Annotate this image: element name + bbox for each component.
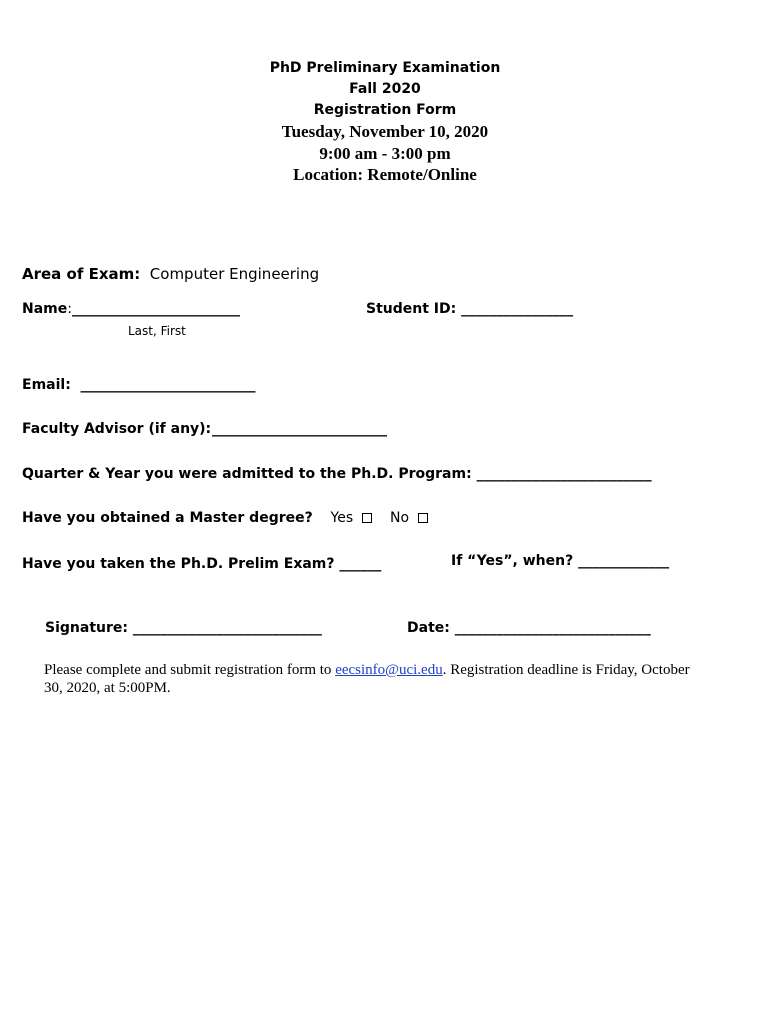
name-hint: Last, First bbox=[128, 324, 186, 338]
advisor-field[interactable]: _________________________ bbox=[212, 421, 387, 437]
area-of-exam-row bbox=[22, 265, 319, 283]
term: Fall 2020 bbox=[349, 81, 421, 97]
master-row bbox=[22, 510, 428, 526]
date-row bbox=[407, 620, 651, 636]
prelim-row bbox=[22, 556, 381, 572]
form-title: Registration Form bbox=[313, 102, 457, 118]
no-checkbox[interactable] bbox=[418, 513, 428, 523]
deadline-text: . Registration deadline is Friday, October 30, 2020, at 5:00PM. bbox=[44, 662, 690, 696]
signature-label: Signature: bbox=[45, 620, 128, 636]
date-label: Date: bbox=[407, 620, 450, 636]
form-header bbox=[0, 58, 770, 186]
quarter-field[interactable]: _________________________ bbox=[476, 466, 652, 482]
name-label: Name bbox=[22, 301, 68, 317]
email-label: Email: bbox=[22, 377, 71, 393]
exam-title: PhD Preliminary Examination bbox=[269, 60, 501, 76]
submission-instructions bbox=[44, 661, 709, 697]
area-value: Computer Engineering bbox=[149, 265, 320, 283]
prelim-field[interactable]: ______ bbox=[339, 556, 382, 572]
area-label: Area of Exam: bbox=[22, 265, 141, 283]
when-field[interactable]: _____________ bbox=[578, 553, 670, 569]
no-label: No bbox=[389, 510, 410, 526]
name-colon: : bbox=[67, 301, 72, 317]
yes-checkbox[interactable] bbox=[362, 513, 372, 523]
exam-date: Tuesday, November 10, 2020 bbox=[281, 122, 489, 141]
signature-field[interactable]: ___________________________ bbox=[132, 620, 322, 636]
signature-row bbox=[45, 620, 322, 636]
student-id-label: Student ID: bbox=[366, 301, 457, 317]
exam-location: Location: Remote/Online bbox=[293, 165, 477, 184]
email-field[interactable]: _________________________ bbox=[80, 377, 256, 393]
quarter-row bbox=[22, 466, 652, 482]
prelim-label: Have you taken the Ph.D. Prelim Exam? bbox=[22, 556, 335, 572]
instructions-text: Please complete and submit registration form to bbox=[44, 662, 336, 678]
quarter-label: Quarter & Year you were admitted to the Ph.D. Program: bbox=[22, 466, 472, 482]
exam-time: 9:00 am - 3:00 pm bbox=[319, 143, 451, 163]
yes-label: Yes bbox=[330, 510, 354, 526]
student-id-row bbox=[366, 301, 573, 317]
student-id-field[interactable]: ________________ bbox=[461, 301, 574, 317]
date-field[interactable]: ____________________________ bbox=[454, 620, 651, 636]
submission-email-link[interactable]: eecsinfo@uci.edu bbox=[335, 662, 443, 678]
advisor-label: Faculty Advisor (if any): bbox=[22, 421, 212, 437]
name-row bbox=[22, 301, 240, 317]
email-row bbox=[22, 377, 256, 393]
when-row bbox=[451, 553, 669, 569]
when-label: If “Yes”, when? bbox=[451, 553, 574, 569]
master-label: Have you obtained a Master degree? bbox=[22, 510, 313, 526]
name-field[interactable]: ________________________ bbox=[71, 301, 240, 317]
